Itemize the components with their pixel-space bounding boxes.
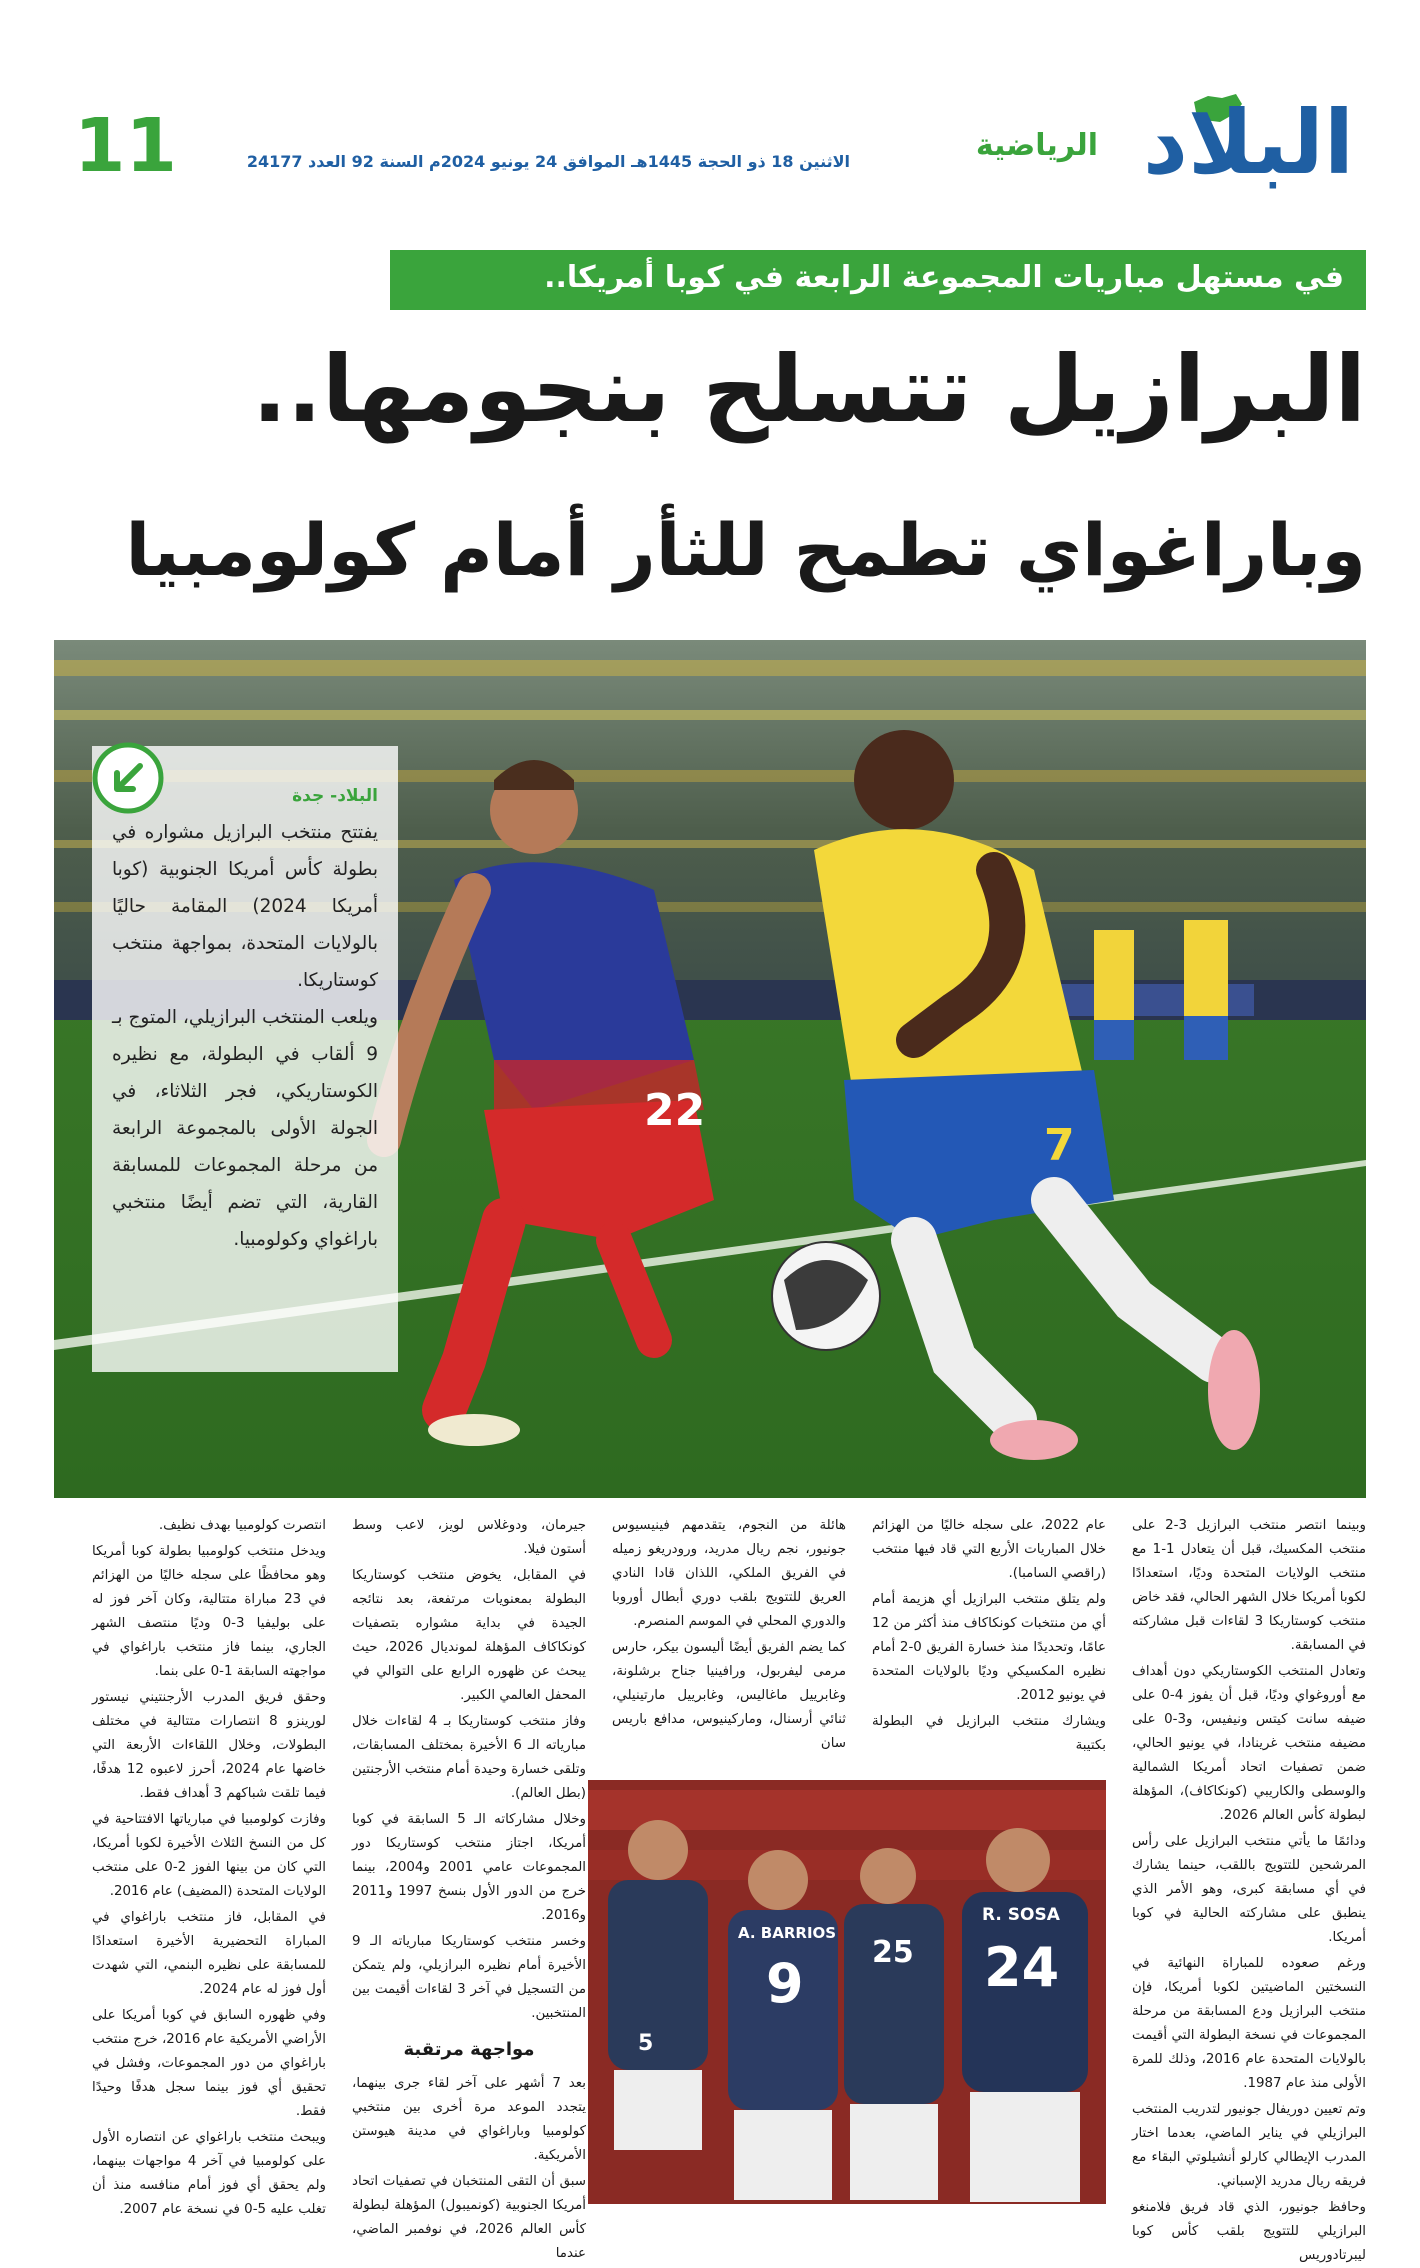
paragraph: ورغم صعوده للمباراة النهائية في النسختين الماضيتين لكوبا أمريكا، فإن منتخب البرازيل ودع المسابقة من مرحلة المجموعات في نسخة البطولة التي أقيمت بالولايات المتحدة عام 2016، وذلك للمرة الأولى منذ عام 1987. [1132,1956,1366,2091]
paragraph: وخسر منتخب كوستاريكا مبارياته الـ 9 الأخيرة أمام نظيره البرازيلي، ولم يتمكن من التسجيل في آخر 3 لقاءات أقيمت بين المنتخبين. [352,1934,587,2021]
kicker-bar [390,250,1366,310]
masthead [0,0,1420,250]
second-photo [588,1780,1106,2204]
intro-paragraph: ويلعب المنتخب البرازيلي، المتوج بـ 9 ألقاب في البطولة، مع نظيره الكوستاريكي، فجر الثلاثاء، في الجولة الأولى بالمجموعة الرابعة من مرحلة المجموعات للمسابقة القارية، التي تضم أيضًا منتخبي باراغواي وكولومبيا. [112,1007,378,1250]
arrow-down-left-icon [90,740,166,816]
article-column-1 [1132,1514,1367,2263]
article-column-3 [612,1514,846,1751]
paragraph: هائلة من النجوم، يتقدمهم فينيسيوس جونيور، نجم ريال مدريد، ورودريغو زميله في الفريق الملكي، اللذان قادا النادي العريق للتتويج بلقب دوري أبطال أوروبا والدوري المحلي في الموسم المنصرم. [612,1518,846,1629]
paragraph: وتم تعيين دوريفال جونيور لتدريب المنتخب البرازيلي في يناير الماضي، بعدما اختار المدرب الإيطالي كارلو أنشيلوتي البقاء مع فريقه ريال مدريد الإسباني. [1132,2102,1366,2189]
dateline: الاثنين 18 ذو الحجة 1445هـ الموافق 24 يونيو 2024م السنة 92 العدد 24177 [246,152,850,171]
headline: البرازيل تتسلح بنجومها.. [252,336,1366,443]
kicker: في مستهل مباريات المجموعة الرابعة في كوبا أمريكا.. [544,260,1344,295]
paragraph: وبينما انتصر منتخب البرازيل 3-2 على منتخب المكسيك، قبل أن يتعادل 1-1 مع منتخب الولايات المتحدة وديًا، استعدادًا لكوبا أمريكا خلال الشهر الحالي، فقد خاض منتخب كوستاريكا 3 لقاءات قبل مشاركته في المسابقة. [1132,1518,1367,1653]
usa-player-number: 22 [644,1085,706,1136]
paragraph: عام 2022، على سجله خاليًا من الهزائم خلال المباريات الأربع التي قاد فيها منتخب (راقصي السامبا). [872,1518,1106,1581]
paragraph: وحقق فريق المدرب الأرجنتيني نيستور لورينزو 8 انتصارات متتالية في مختلف البطولات، وخلال اللقاءات الأربعة التي خاضها عام 2024، أحرز لاعبوه 12 هدفًا، فيما تلقت شباكهم 3 أهداف فقط. [92,1690,326,1801]
intro-paragraph: يفتتح منتخب البرازيل مشواره في بطولة كأس أمريكا الجنوبية (كوبا أمريكا 2024) المقامة حاليًا بالولايات المتحدة، بمواجهة منتخب كوستاريكا. [112,822,378,991]
paragraph: وخلال مشاركاته الـ 5 السابقة في كوبا أمريكا، اجتاز منتخب كوستاريكا دور المجموعات عامي 2001 و2004، بينما خرج من الدور الأول بنسخ 1997 و2011 و2016. [352,1812,587,1923]
paragraph: وتعادل المنتخب الكوستاريكي دون أهداف مع أوروغواي وديًا، قبل أن يفوز 4-0 على ضيفه سانت كيتس ونيفيس، و3-0 على مضيفه منتخب غرينادا، في يونيو الحالي، ضمن تصفيات اتحاد أمريكا الشمالية والوسطى والكاريبي (كونكاكاف)، المؤهلة لبطولة كأس العالم 2026. [1132,1664,1366,1823]
subheading: مواجهة مرتقبة [403,2039,535,2060]
player-name: R. SOSA [982,1905,1060,1925]
player-number: 24 [984,1936,1060,1999]
page-number: 11 [74,103,177,189]
paragraph: وفي ظهوره السابق في كوبا أمريكا على الأراضي الأمريكية عام 2016، خرج منتخب باراغواي من دور المجموعات، وفشل في تحقيق أي فوز بينما سجل هدفًا وحيدًا فقط. [92,2008,326,2119]
paragraph: كما يضم الفريق أيضًا أليسون بيكر، حارس مرمى ليفربول، ورافينيا جناح برشلونة، وغابرييل ماغاليس، وغابرييل مارتينيلي، ثنائي أرسنال، وماركينيوس، مدافع باريس سان [612,1640,846,1751]
paragraph: سبق أن التقى المنتخبان في تصفيات اتحاد أمريكا الجنوبية (كونميبول) المؤهلة لبطولة كأس العالم 2026، في نوفمبر الماضي، عندما [352,2174,586,2261]
paragraph: ويشارك منتخب البرازيل في البطولة بكتيبة [872,1714,1106,1753]
newspaper-logo[interactable] [1104,88,1354,198]
paragraph: ويدخل منتخب كولومبيا بطولة كوبا أمريكا وهو محافظًا على سجله خاليًا من الهزائم في 23 مباراة متتالية، وكان آخر فوز له على بوليفيا 3-0 وديًا منتصف الشهر الجاري، بينما فاز منتخب باراغواي في مواجهته السابقة 1-0 على بنما. [92,1544,326,1679]
intro-box [92,746,398,1372]
brazil-player-number: 7 [1044,1120,1075,1171]
paragraph: ودائمًا ما يأتي منتخب البرازيل على رأس المرشحين للتتويج باللقب، حينما يشارك في أي مسابقة كبرى، وهو الأمر الذي ينطبق على مشاركته الحالية في كوبا أمريكا. [1132,1834,1366,1945]
paragraph: وفاز منتخب كوستاريكا بـ 4 لقاءات خلال مبارياته الـ 6 الأخيرة بمختلف المسابقات، وتلقى خسارة وحيدة أمام منتخب الأرجنتين (بطل العالم). [352,1714,586,1801]
subheadline: وباراغواي تطمح للثأر أمام كولومبيا [125,508,1366,592]
paragraph: انتصرت كولومبيا بهدف نظيف. [158,1518,326,1533]
article-column-2 [872,1514,1106,1753]
player-number: 5 [638,2031,654,2056]
paragraph: جيرمان، ودوغلاس لويز، لاعب وسط أستون فيلا. [352,1518,586,1557]
player-name: A. BARRIOS [738,1924,837,1942]
paragraph: ويبحث منتخب باراغواي عن انتصاره الأول على كولومبيا في آخر 4 مواجهات بينهما، ولم يحقق أي فوز أمام منافسه منذ أن تغلب عليه 5-0 في نسخة عام 2007. [92,2130,326,2217]
paragraph: في المقابل، فاز منتخب باراغواي في المباراة التحضيرية الأخيرة استعدادًا للمسابقة على نظيره البنمي، التي شهدت أول فوز له عام 2024. [92,1910,326,1997]
player-number: 9 [766,1952,804,2015]
paragraph: في المقابل، يخوض منتخب كوستاريكا البطولة بمعنويات مرتفعة، بعد نتائجه الجيدة في بداية مشواره بتصفيات كونكاكاف المؤهلة لمونديال 2026، حيث يبحث عن ظهوره الرابع على التوالي في المحفل العالمي الكبير. [352,1568,587,1703]
paragraph: بعد 7 أشهر على آخر لقاء جرى بينهما، يتجدد الموعد مرة أخرى بين منتخبي كولومبيا وباراغواي في مدينة هيوستن الأمريكية. [352,2076,586,2163]
article-column-4 [352,1514,587,2261]
paragraph: وفازت كولومبيا في مبارياتها الافتتاحية في كل من النسخ الثلاث الأخيرة لكوبا أمريكا، التي كان من بينها الفوز 2-0 على منتخب الولايات المتحدة (المضيف) عام 2016. [92,1812,326,1899]
paragraph: وحافظ جونيور، الذي قاد فريق فلامنغو البرازيلي للتتويج بلقب كأس كوبا ليبرتادوريس [1132,2200,1366,2263]
logo-text: البلاد [1142,91,1354,194]
byline: البلاد- جدة [292,786,378,806]
section-name: الرياضية [975,128,1098,163]
player-number: 25 [872,1935,914,1970]
paragraph: ولم يتلق منتخب البرازيل أي هزيمة أمام أي من منتخبات كونكاكاف منذ أكثر من 12 عامًا، وتحديدًا منذ خسارة الفريق 0-2 أمام نظيره المكسيكي وديًا بالولايات المتحدة في يونيو 2012. [872,1592,1106,1703]
article-column-5 [92,1514,326,2217]
